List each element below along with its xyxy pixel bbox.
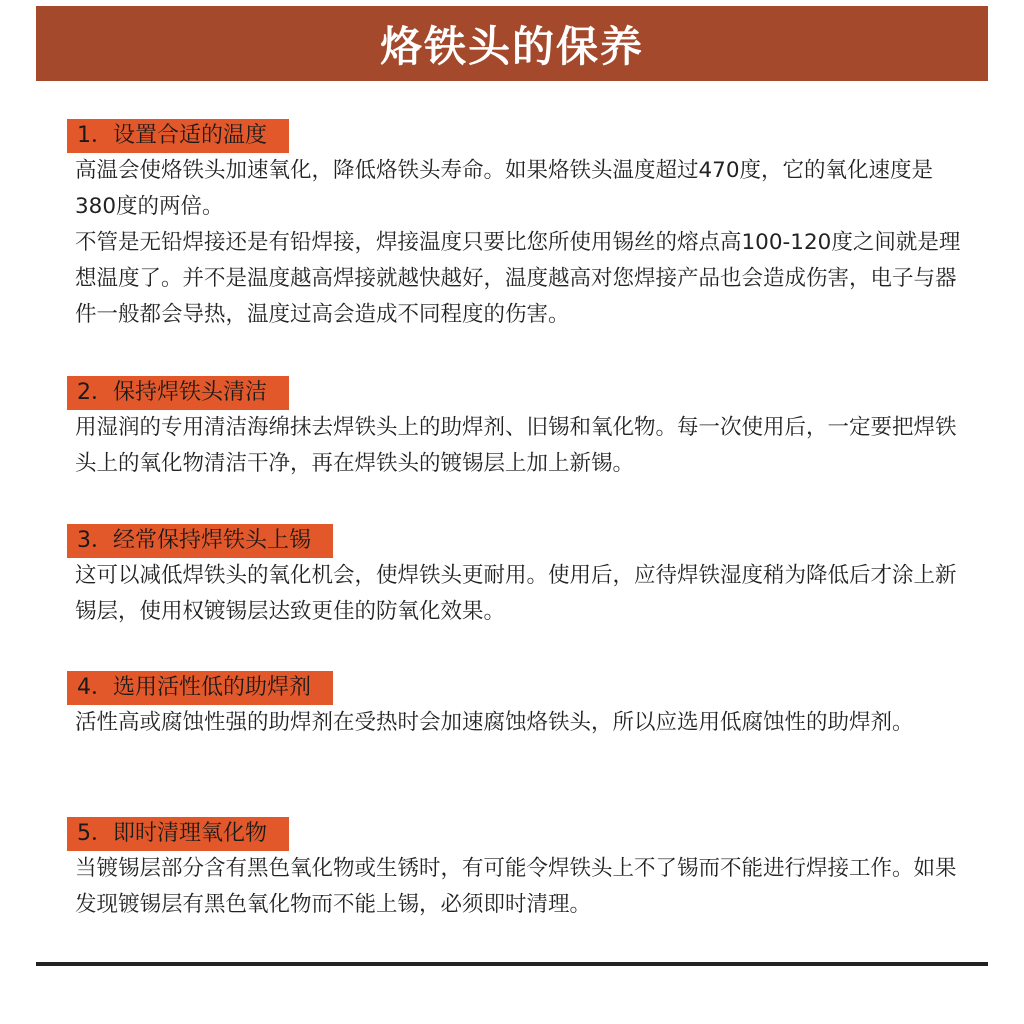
paragraph: 高温会使烙铁头加速氧化，降低烙铁头寿命。如果烙铁头温度超过470度，它的氧化速度是380度的两倍。 [75, 158, 934, 219]
section-keep-tinned [67, 524, 967, 630]
section-header: 2．保持焊铁头清洁 [67, 376, 289, 410]
paragraph: 当镀锡层部分含有黑色氧化物或生锈时，有可能令焊铁头上不了锡而不能进行焊接工作。如果发现镀锡层有黑色氧化物而不能上锡，必须即时清理。 [75, 856, 957, 917]
section-header: 1．设置合适的温度 [67, 119, 289, 153]
section-body [67, 153, 967, 333]
section-low-activity-flux [67, 671, 967, 741]
section-body [67, 558, 967, 630]
section-body [67, 410, 967, 482]
paragraph: 活性高或腐蚀性强的助焊剂在受热时会加速腐蚀烙铁头，所以应选用低腐蚀性的助焊剂。 [75, 710, 914, 735]
section-header: 4．选用活性低的助焊剂 [67, 671, 333, 705]
section-clean-oxide [67, 817, 967, 923]
page-title: 烙铁头的保养 [379, 21, 644, 71]
title-banner [36, 6, 988, 81]
section-keep-clean [67, 376, 967, 482]
section-header: 5．即时清理氧化物 [67, 817, 289, 851]
section-header: 3．经常保持焊铁头上锡 [67, 524, 333, 558]
paragraph: 用湿润的专用清洁海绵抹去焊铁头上的助焊剂、旧锡和氧化物。每一次使用后，一定要把焊铁头上的氧化物清洁干净，再在焊铁头的镀锡层上加上新锡。 [75, 415, 957, 476]
section-body [67, 705, 967, 741]
paragraph: 这可以减低焊铁头的氧化机会，使焊铁头更耐用。使用后，应待焊铁湿度稍为降低后才涂上新锡层，使用权镀锡层达致更佳的防氧化效果。 [75, 563, 957, 624]
section-set-temperature [67, 119, 967, 333]
paragraph: 不管是无铅焊接还是有铅焊接，焊接温度只要比您所使用锡丝的熔点高100-120度之间就是理想温度了。并不是温度越高焊接就越快越好，温度越高对您焊接产品也会造成伤害，电子与器件一般都会导热，温度过高会造成不同程度的伤害。 [75, 230, 961, 327]
section-body [67, 851, 967, 923]
bottom-divider [36, 962, 988, 966]
